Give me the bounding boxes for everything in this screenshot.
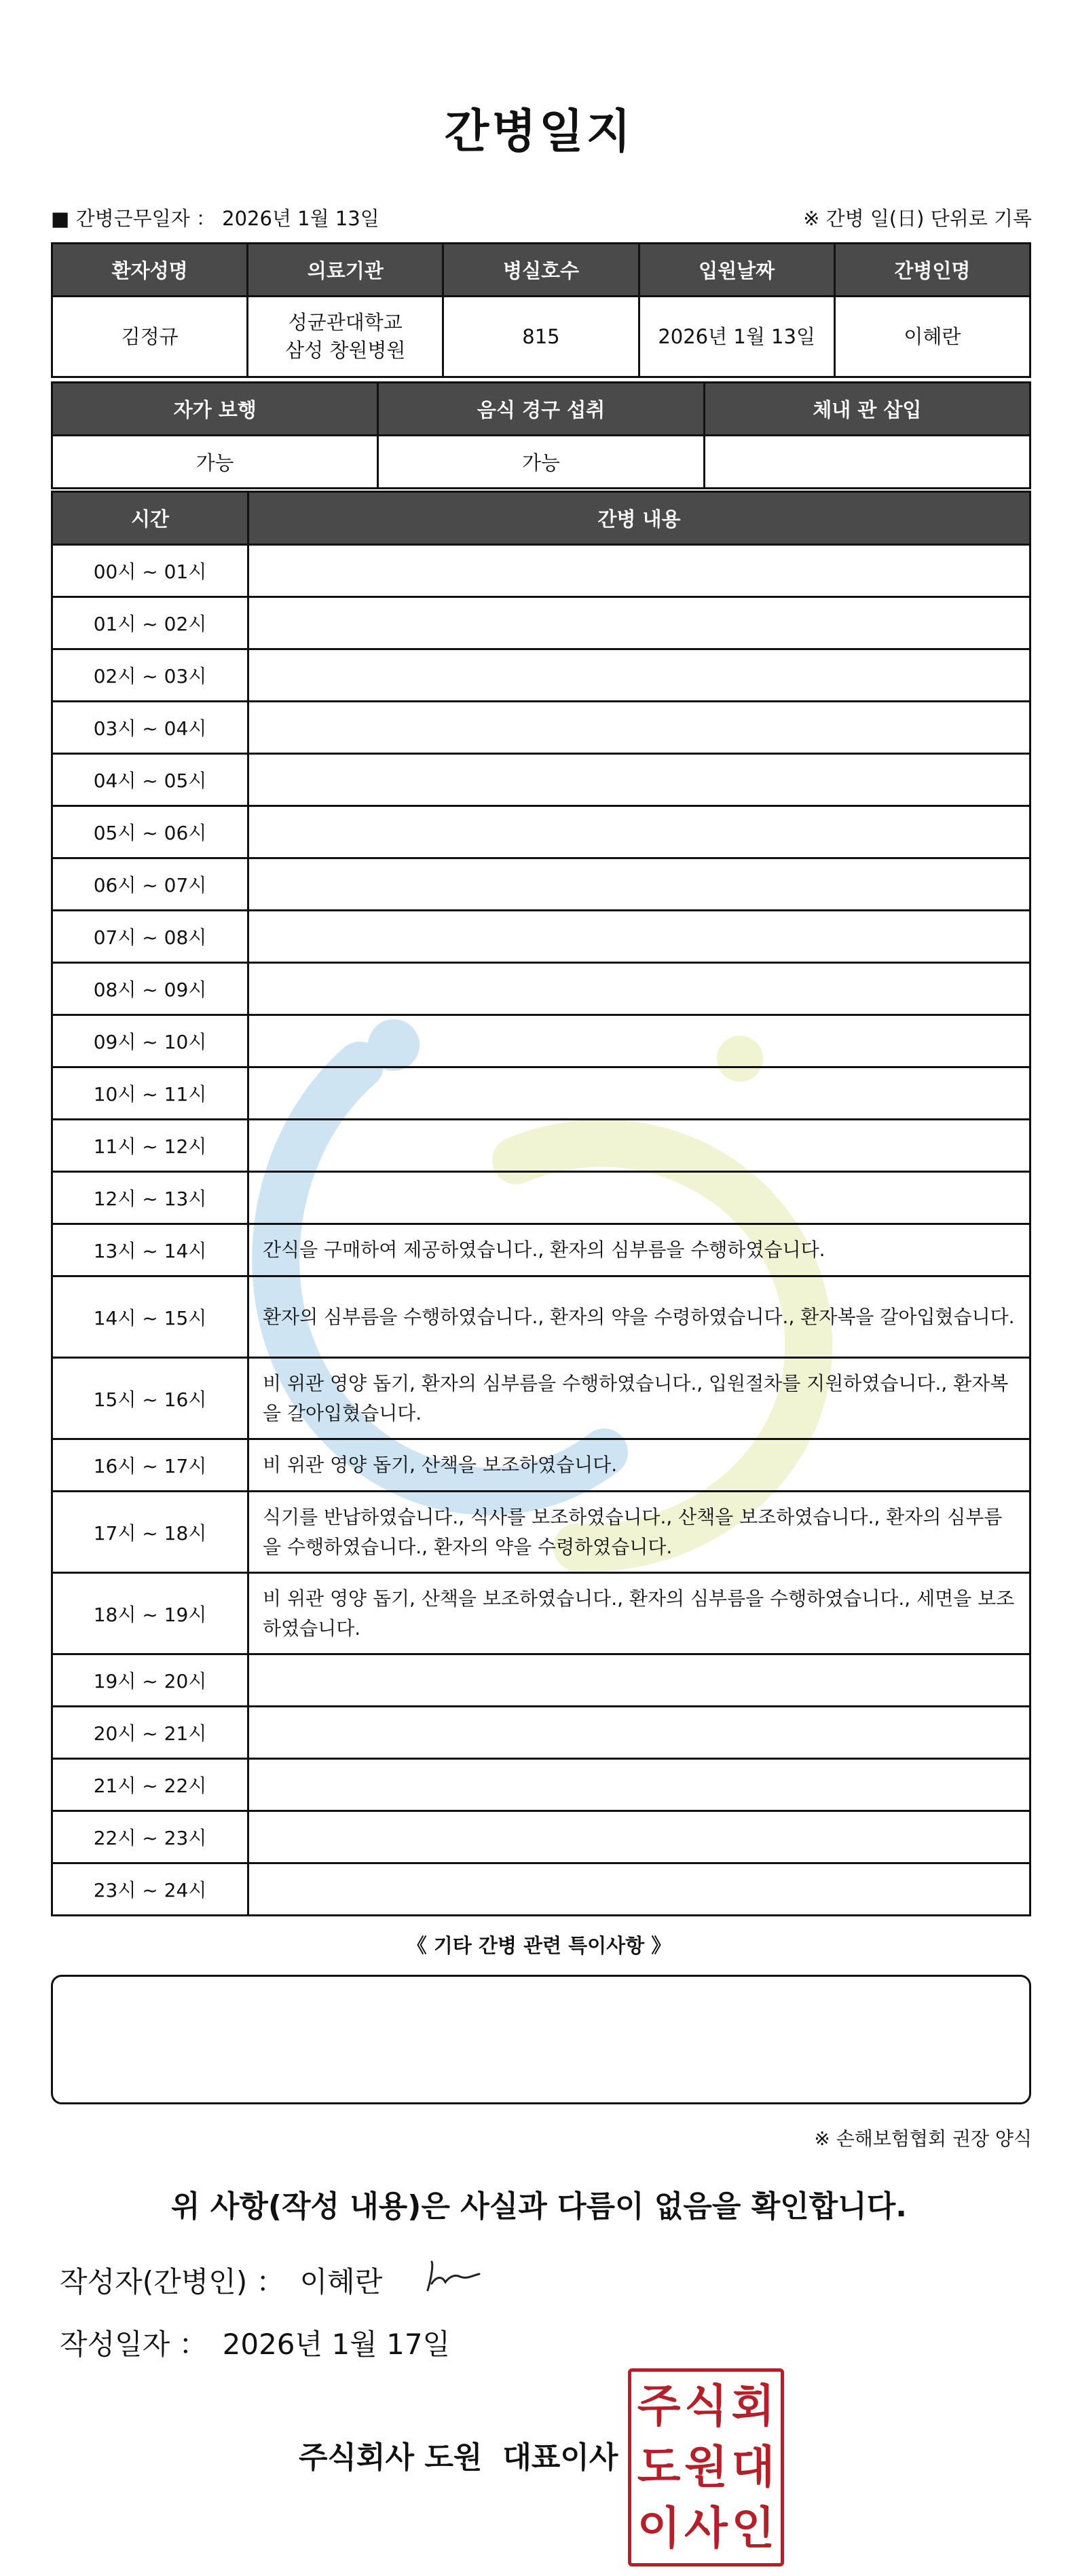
seal-char: 대 — [731, 2441, 775, 2493]
written-date-label: 작성일자 ： — [60, 2328, 208, 2361]
seal-char: 이 — [637, 2502, 681, 2554]
log-content — [248, 649, 1030, 702]
log-time: 02시 ~ 03시 — [52, 649, 248, 702]
remarks-title: 《 기타 간병 관련 특이사항 》 — [407, 1934, 671, 1957]
log-content — [248, 911, 1030, 963]
seal-char: 인 — [731, 2502, 775, 2554]
log-time: 11시 ~ 12시 — [52, 1120, 248, 1172]
confirmation-statement: 위 사항(작성 내용)은 사실과 다름이 없음을 확인합니다. — [171, 2189, 907, 2224]
log-row — [52, 806, 1030, 858]
log-content: 식기를 반납하였습니다., 식사를 보조하였습니다., 산책을 보조하였습니다., 환자의 심부름을 수행하였습니다., 환자의 약을 수령하였습니다. — [248, 1492, 1030, 1573]
log-row — [52, 1120, 1030, 1172]
log-row — [52, 1439, 1030, 1492]
signature-mark — [422, 2256, 483, 2297]
log-row — [52, 911, 1030, 963]
log-content — [248, 806, 1030, 858]
room-number: 815 — [443, 297, 639, 377]
header-tube-insertion: 체내 관 삽입 — [704, 383, 1030, 436]
log-row — [52, 1707, 1030, 1759]
log-row — [52, 858, 1030, 911]
log-content — [248, 1863, 1030, 1916]
log-time: 17시 ~ 18시 — [52, 1492, 248, 1573]
log-content — [248, 858, 1030, 911]
header-time: 시간 — [52, 492, 248, 545]
log-row — [52, 702, 1030, 754]
log-time: 00시 ~ 01시 — [52, 545, 248, 597]
log-time: 22시 ~ 23시 — [52, 1811, 248, 1863]
writer-line — [60, 2260, 382, 2300]
log-row — [52, 649, 1030, 702]
log-content — [248, 1811, 1030, 1863]
daily-record-note: ※ 간병 일(日) 단위로 기록 — [803, 207, 1032, 230]
log-content: 비 위관 영양 돕기, 산책을 보조하였습니다., 환자의 심부름을 수행하였습니다., 세면을 보조하였습니다. — [248, 1573, 1030, 1654]
seal-char: 도 — [637, 2441, 681, 2493]
log-row — [52, 963, 1030, 1015]
log-row — [52, 1358, 1030, 1439]
log-content — [248, 702, 1030, 754]
page-title: 간병일지 — [444, 105, 634, 159]
log-row — [52, 597, 1030, 649]
log-row — [52, 1863, 1030, 1916]
log-content: 비 위관 영양 돕기, 산책을 보조하였습니다. — [248, 1439, 1030, 1492]
log-time: 10시 ~ 11시 — [52, 1067, 248, 1120]
log-time: 16시 ~ 17시 — [52, 1439, 248, 1492]
header-admission-date: 입원날짜 — [639, 244, 834, 297]
log-content — [248, 754, 1030, 806]
log-row — [52, 1492, 1030, 1573]
log-row — [52, 1276, 1030, 1358]
work-date-value: 2026년 1월 13일 — [222, 207, 379, 230]
work-date-label: ■ 간병근무일자 ： — [51, 207, 216, 230]
log-time: 04시 ~ 05시 — [52, 754, 248, 806]
log-time: 12시 ~ 13시 — [52, 1172, 248, 1224]
log-content: 비 위관 영양 돕기, 환자의 심부름을 수행하였습니다., 입원절차를 지원하였습니다., 환자복을 갈아입혔습니다. — [248, 1358, 1030, 1439]
log-row — [52, 545, 1030, 597]
patient-info-table — [51, 242, 1031, 378]
log-row — [52, 754, 1030, 806]
seal-char: 회 — [731, 2380, 775, 2432]
log-time: 20시 ~ 21시 — [52, 1707, 248, 1759]
tube-insertion-value — [704, 436, 1030, 489]
remarks-box — [51, 1975, 1031, 2104]
log-row — [52, 1654, 1030, 1707]
log-time: 19시 ~ 20시 — [52, 1654, 248, 1707]
company-line — [299, 2433, 618, 2476]
log-row — [52, 1759, 1030, 1811]
writer-label: 작성자(간병인) ： — [60, 2265, 285, 2298]
patient-name: 김정규 — [52, 297, 248, 377]
hospital-name: 성균관대학교 삼성 창원병원 — [248, 297, 443, 377]
log-time: 14시 ~ 15시 — [52, 1276, 248, 1358]
log-row — [52, 1015, 1030, 1067]
patient-ability-table — [51, 381, 1031, 489]
company-seal — [628, 2368, 784, 2566]
log-time: 07시 ~ 08시 — [52, 911, 248, 963]
log-time: 09시 ~ 10시 — [52, 1015, 248, 1067]
header-caregiver: 간병인명 — [834, 244, 1030, 297]
seal-char: 원 — [684, 2441, 728, 2493]
log-content — [248, 1172, 1030, 1224]
log-row — [52, 1224, 1030, 1276]
header-patient-name: 환자성명 — [52, 244, 248, 297]
log-content — [248, 1067, 1030, 1120]
log-time: 15시 ~ 16시 — [52, 1358, 248, 1439]
form-source-note: ※ 손해보험협회 권장 양식 — [814, 2127, 1032, 2150]
caregiver-name: 이혜란 — [834, 297, 1030, 377]
log-time: 21시 ~ 22시 — [52, 1759, 248, 1811]
rep-title: 대표이사 — [502, 2440, 618, 2475]
log-content — [248, 597, 1030, 649]
log-time: 13시 ~ 14시 — [52, 1224, 248, 1276]
log-row — [52, 1811, 1030, 1863]
log-row — [52, 1067, 1030, 1120]
log-content — [248, 1707, 1030, 1759]
header-oral-intake: 음식 경구 섭취 — [378, 383, 704, 436]
seal-char: 사 — [684, 2502, 728, 2554]
admission-date: 2026년 1월 13일 — [639, 297, 834, 377]
log-row — [52, 1573, 1030, 1654]
log-content: 환자의 심부름을 수행하였습니다., 환자의 약을 수령하였습니다., 환자복을 갈아입혔습니다. — [248, 1276, 1030, 1358]
log-content — [248, 963, 1030, 1015]
care-log-table — [51, 491, 1031, 1916]
log-time: 01시 ~ 02시 — [52, 597, 248, 649]
written-date-line — [60, 2322, 450, 2363]
written-date-value: 2026년 1월 17일 — [222, 2328, 451, 2361]
header-hospital: 의료기관 — [248, 244, 443, 297]
log-row — [52, 1172, 1030, 1224]
log-time: 23시 ~ 24시 — [52, 1863, 248, 1916]
log-time: 05시 ~ 06시 — [52, 806, 248, 858]
log-time: 06시 ~ 07시 — [52, 858, 248, 911]
log-time: 18시 ~ 19시 — [52, 1573, 248, 1654]
company-name: 주식회사 도원 — [299, 2440, 483, 2475]
log-content: 간식을 구매하여 제공하였습니다., 환자의 심부름을 수행하였습니다. — [248, 1224, 1030, 1276]
header-self-walking: 자가 보행 — [52, 383, 378, 436]
log-content — [248, 1015, 1030, 1067]
seal-char: 식 — [684, 2380, 728, 2432]
log-content — [248, 545, 1030, 597]
work-date-line — [51, 204, 379, 231]
log-time: 03시 ~ 04시 — [52, 702, 248, 754]
seal-char: 주 — [637, 2380, 681, 2432]
log-content — [248, 1654, 1030, 1707]
writer-name: 이혜란 — [299, 2265, 383, 2298]
log-content — [248, 1120, 1030, 1172]
oral-intake-value: 가능 — [378, 436, 704, 489]
header-care-content: 간병 내용 — [248, 492, 1030, 545]
log-content — [248, 1759, 1030, 1811]
self-walking-value: 가능 — [52, 436, 378, 489]
log-time: 08시 ~ 09시 — [52, 963, 248, 1015]
header-room: 병실호수 — [443, 244, 639, 297]
